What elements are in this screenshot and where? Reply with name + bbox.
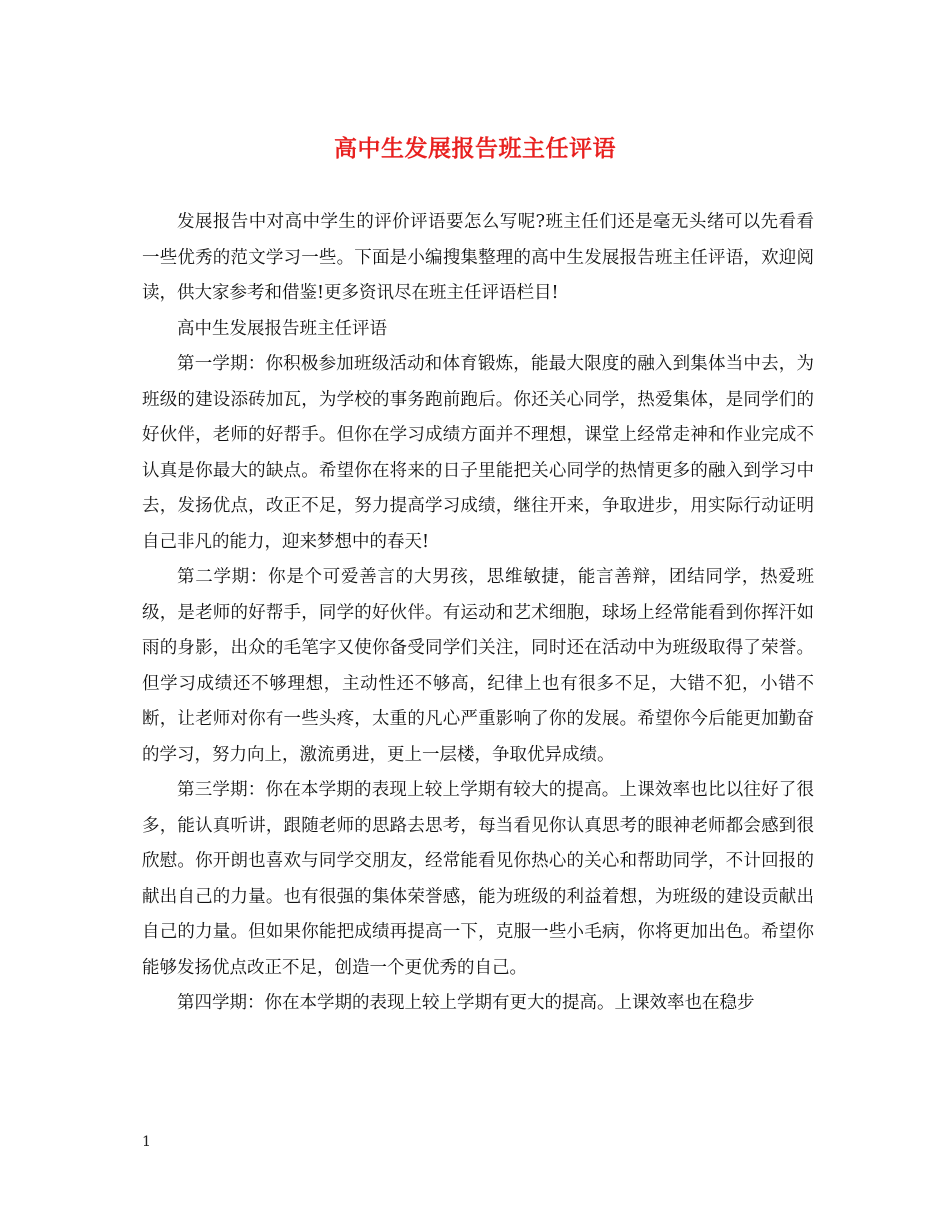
intro-paragraph: 发展报告中对高中学生的评价评语要怎么写呢?班主任们还是毫无头绪可以先看看一些优秀的范文学习一些。下面是小编搜集整理的高中生发展报告班主任评语，欢迎阅读，供大家参考和借鉴!更多资讯尽在班主任评语栏目!	[142, 212, 814, 303]
page-number: 1	[142, 1134, 151, 1150]
semester-2-paragraph: 第二学期：你是个可爱善言的大男孩，思维敏捷，能言善辩，团结同学，热爱班级，是老师的好帮手，同学的好伙伴。有运动和艺术细胞，球场上经常能看到你挥汗如雨的身影，出众的毛笔字又使你备受同学们关注，同时还在活动中为班级取得了荣誉。但学习成绩还不够理想，主动性还不够高，纪律上也有很多不足，大错不犯，小错不断，让老师对你有一些头疼，太重的凡心严重影响了你的发展。希望你今后能更加勤奋的学习，努力向上，激流勇进，更上一层楼，争取优异成绩。	[142, 567, 814, 765]
semester-1-paragraph: 第一学期：你积极参加班级活动和体育锻炼，能最大限度的融入到集体当中去，为班级的建设添砖加瓦，为学校的事务跑前跑后。你还关心同学，热爱集体，是同学们的好伙伴，老师的好帮手。但你在学习成绩方面并不理想，课堂上经常走神和作业完成不认真是你最大的缺点。希望你在将来的日子里能把关心同学的热情更多的融入到学习中去，发扬优点，改正不足，努力提高学习成绩，继往开来，争取进步，用实际行动证明自己非凡的能力，迎来梦想中的春天!	[142, 354, 814, 552]
semester-4-paragraph: 第四学期：你在本学期的表现上较上学期有更大的提高。上课效率也在稳步	[177, 993, 755, 1013]
document-title: 高中生发展报告班主任评语	[334, 135, 616, 162]
section-heading: 高中生发展报告班主任评语	[177, 318, 387, 339]
document-body	[142, 205, 814, 1022]
semester-3-paragraph: 第三学期：你在本学期的表现上较上学期有较大的提高。上课效率也比以往好了很多，能认真听讲，跟随老师的思路去思考，每当看见你认真思考的眼神老师都会感到很欣慰。你开朗也喜欢与同学交朋友，经常能看见你热心的关心和帮助同学，不计回报的献出自己的力量。也有很强的集体荣誉感，能为班级的利益着想，为班级的建设贡献出自己的力量。但如果你能把成绩再提高一下，克服一些小毛病，你将更加出色。希望你能够发扬优点改正不足，创造一个更优秀的自己。	[142, 780, 814, 978]
